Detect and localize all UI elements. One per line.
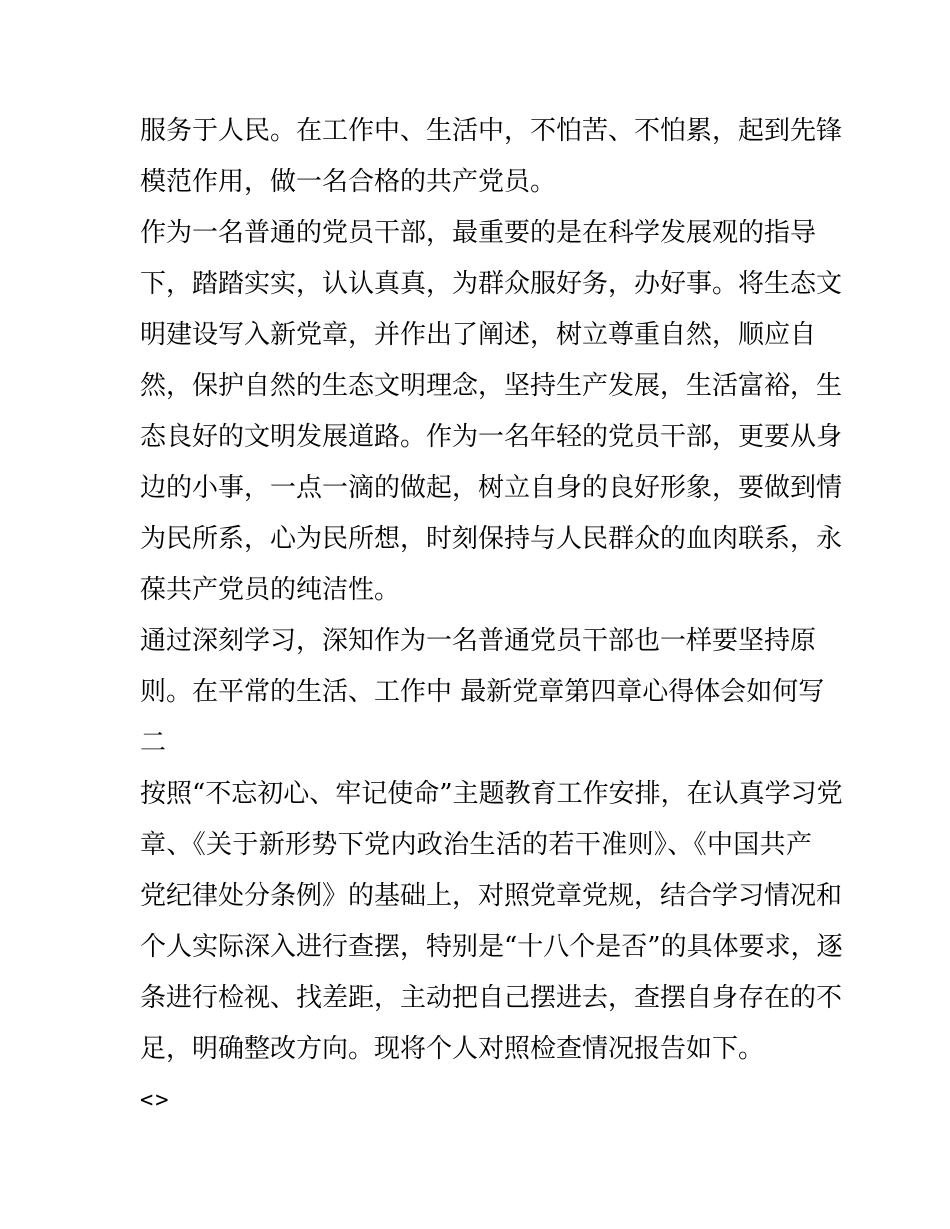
- text-line: 则。在平常的生活、工作中 最新党章第四章心得体会如何写: [140, 677, 825, 707]
- text-line: 通过深刻学习，深知作为一名普通党员干部也一样要坚持原: [140, 626, 817, 656]
- text-line: 葆共产党员的纯洁性。: [140, 575, 401, 605]
- paragraph-2: [140, 208, 843, 616]
- text-line: 边的小事，一点一滴的做起，树立自身的良好形象，要做到情: [140, 473, 843, 503]
- text-line: 条进行检视、找差距，主动把自己摆进去，查摆自身存在的不: [140, 983, 843, 1013]
- paragraph-1: [140, 106, 843, 208]
- text-line: 章、《关于新形势下党内政治生活的若干准则》、《中国共产: [140, 830, 812, 860]
- text-line: 个人实际深入进行查摆，特别是“十八个是否”的具体要求，逐: [140, 932, 843, 962]
- text-line: 下，踏踏实实，认认真真，为群众服好务，办好事。将生态文: [140, 269, 843, 299]
- trailing-marker: <>: [140, 1088, 171, 1113]
- text-line: 然，保护自然的生态文明理念，坚持生产发展，生活富裕，生: [140, 371, 843, 401]
- text-line: 二: [140, 728, 167, 758]
- text-line: 足，明确整改方向。现将个人对照检查情况报告如下。: [140, 1034, 765, 1064]
- paragraph-4: [140, 769, 843, 1075]
- text-line: 服务于人民。在工作中、生活中，不怕苦、不怕累，起到先锋: [140, 116, 843, 146]
- text-line: 作为一名普通的党员干部，最重要的是在科学发展观的指导: [140, 218, 817, 248]
- text-line: 按照“不忘初心、牢记使命”主题教育工作安排，在认真学习党: [140, 779, 843, 809]
- document-body: [140, 106, 843, 1126]
- text-line: 明建设写入新党章，并作出了阐述，树立尊重自然，顺应自: [140, 320, 817, 350]
- text-line: 模范作用，做一名合格的共产党员。: [140, 167, 557, 197]
- text-line: 党纪律处分条例》的基础上，对照党章党规，结合学习情况和: [140, 881, 843, 911]
- text-line: 态良好的文明发展道路。作为一名年轻的党员干部，更要从身: [140, 422, 843, 452]
- text-line: 为民所系，心为民所想，时刻保持与人民群众的血肉联系，永: [140, 524, 843, 554]
- paragraph-3: [140, 616, 825, 769]
